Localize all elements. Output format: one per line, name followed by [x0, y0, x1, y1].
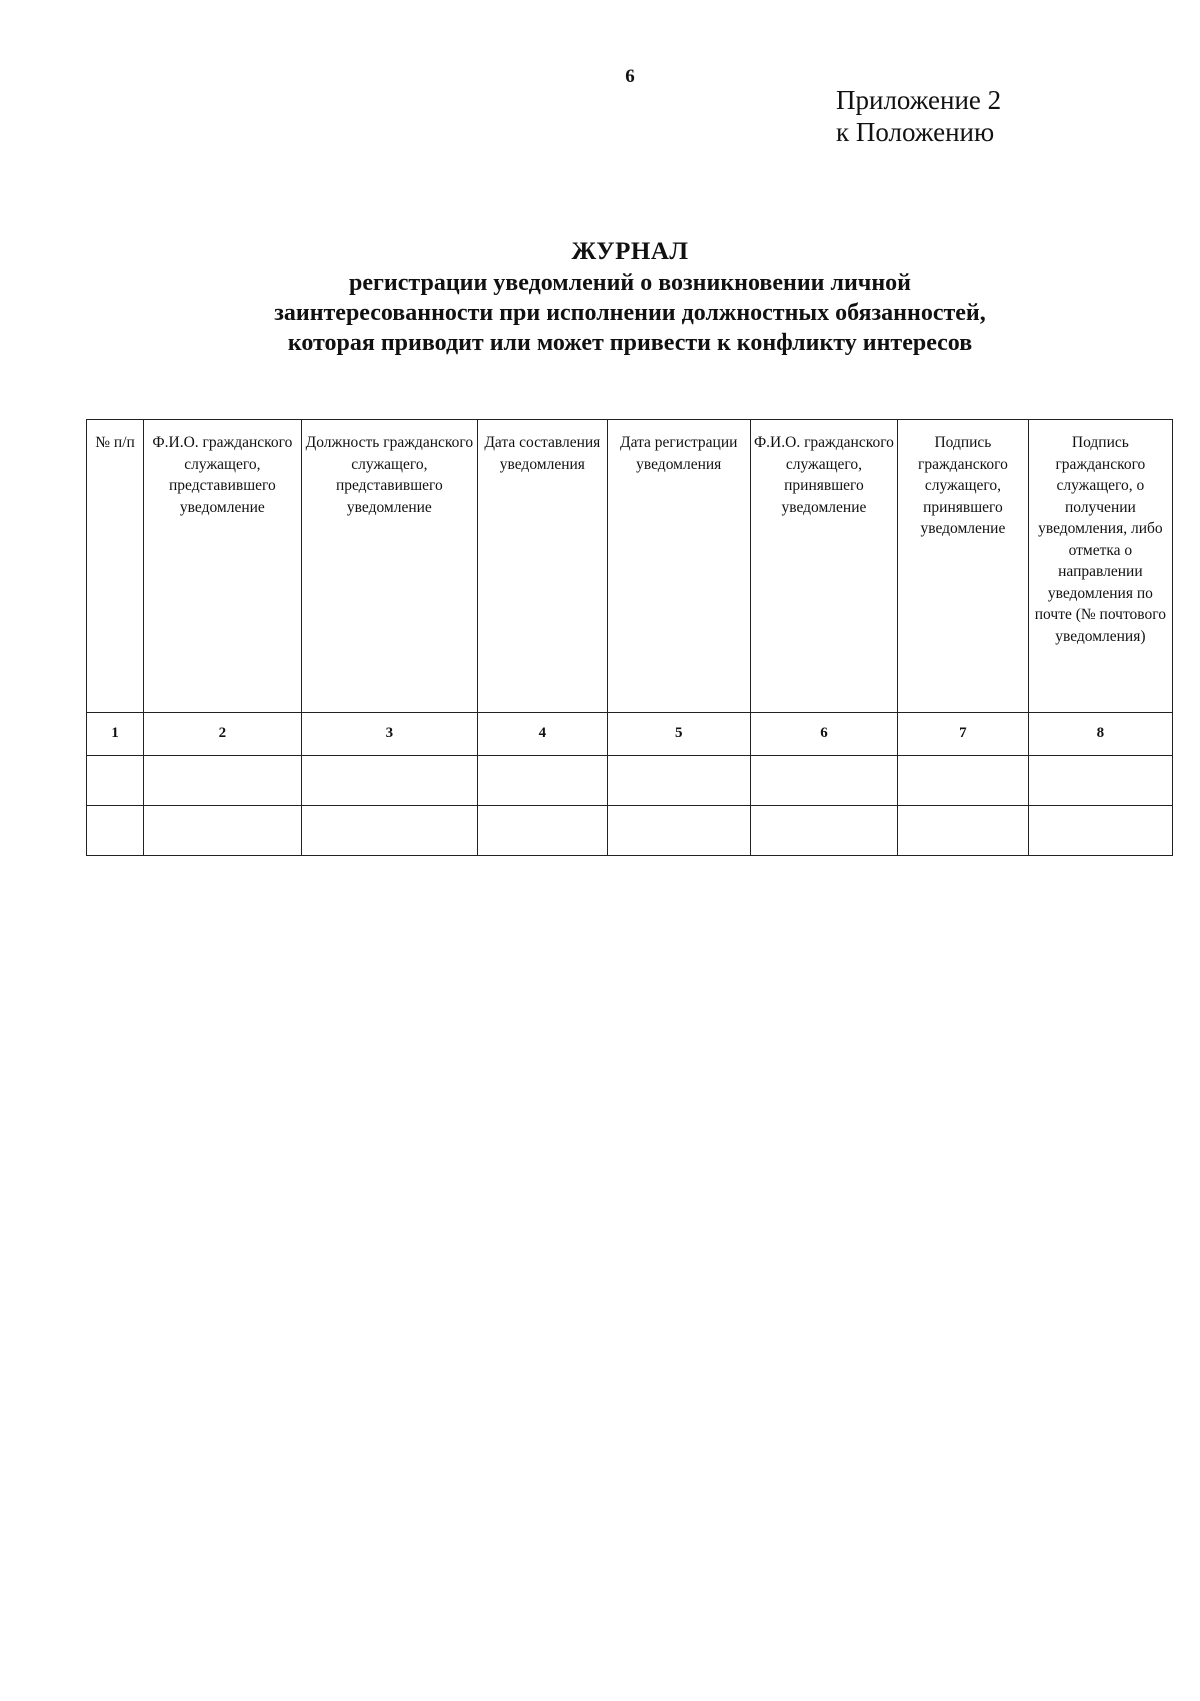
column-header-3: Должность гражданского служащего, представившего уведомление: [301, 420, 477, 713]
appendix-line-2: к Положению: [836, 117, 995, 147]
column-header-7: Подпись гражданского служащего, принявшего уведомление: [898, 420, 1029, 713]
journal-table: [86, 419, 1173, 856]
table-cell: [144, 806, 302, 856]
column-header-6: Ф.И.О. гражданского служащего, принявшего уведомление: [750, 420, 897, 713]
table-cell: [1028, 806, 1172, 856]
column-header-4: Дата составления уведомления: [478, 420, 608, 713]
column-header-2: Ф.И.О. гражданского служащего, представившего уведомление: [144, 420, 302, 713]
column-header-5: Дата регистрации уведомления: [607, 420, 750, 713]
table-row: [87, 806, 1173, 856]
column-number-4: 4: [478, 713, 608, 756]
table-cell: [478, 756, 608, 806]
subtitle-line-1: регистрации уведомлений о возникновении личной: [349, 270, 911, 296]
appendix-line-1: Приложение 2: [836, 85, 1002, 115]
column-number-5: 5: [607, 713, 750, 756]
table-header-row: [87, 420, 1173, 713]
table-cell: [478, 806, 608, 856]
table-cell: [607, 806, 750, 856]
table-cell: [301, 806, 477, 856]
table-cell: [898, 756, 1029, 806]
column-number-2: 2: [144, 713, 302, 756]
column-header-1: № п/п: [87, 420, 144, 713]
column-header-8: Подпись гражданского служащего, о получении уведомления, либо отметка о направлении уведомления по почте (№ почтового уведомления): [1028, 420, 1172, 713]
column-number-6: 6: [750, 713, 897, 756]
table-cell: [87, 756, 144, 806]
subtitle-line-2: заинтересованности при исполнении должностных обязанностей,: [274, 300, 986, 326]
column-number-8: 8: [1028, 713, 1172, 756]
table-cell: [1028, 756, 1172, 806]
document-title: ЖУРНАЛ: [571, 238, 689, 265]
subtitle-line-3: которая приводит или может привести к конфликту интересов: [287, 330, 973, 356]
page-number: 6: [625, 66, 635, 87]
table-row: [87, 756, 1173, 806]
column-number-row: [87, 713, 1173, 756]
table-cell: [87, 806, 144, 856]
column-number-7: 7: [898, 713, 1029, 756]
table-cell: [607, 756, 750, 806]
column-number-1: 1: [87, 713, 144, 756]
title-block: [80, 236, 1180, 358]
appendix-reference: [836, 84, 1001, 148]
column-number-3: 3: [301, 713, 477, 756]
table-cell: [898, 806, 1029, 856]
table-cell: [144, 756, 302, 806]
table-cell: [750, 756, 897, 806]
table-cell: [301, 756, 477, 806]
table-cell: [750, 806, 897, 856]
